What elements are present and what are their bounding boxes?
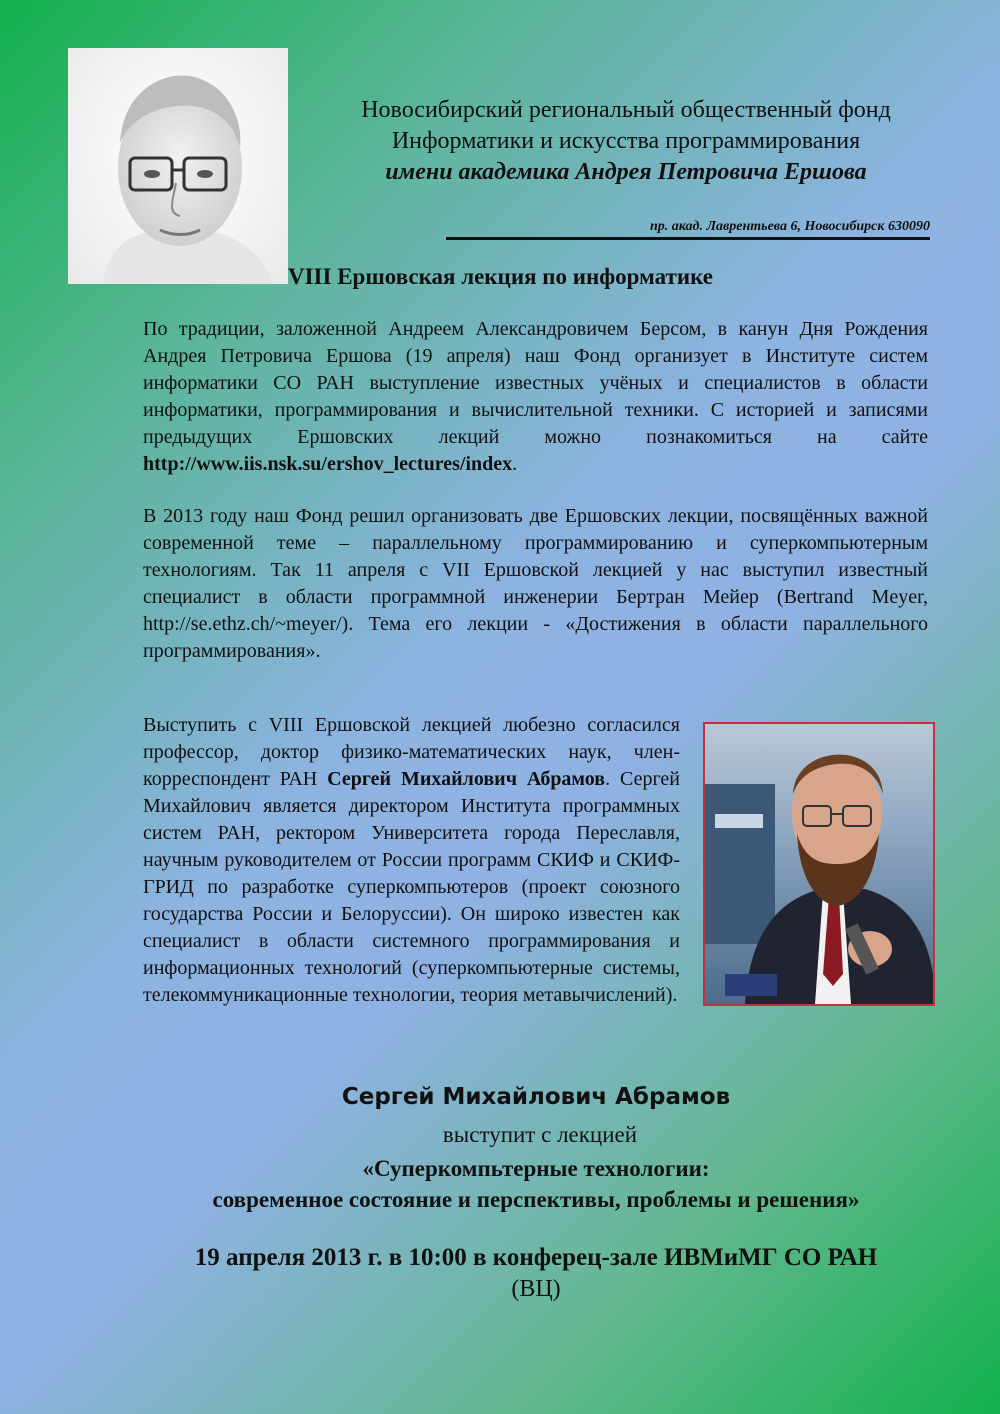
abramov-photo-drawing (705, 724, 933, 1004)
announcement-date-place: 19 апреля 2013 г. в 10:00 в конферец-зале ИВМиМГ СО РАН (194, 1244, 878, 1271)
foundation-address: пр. акад. Лаврентьева 6, Новосибирск 630090 (446, 219, 930, 240)
paragraph-tradition-end: . (512, 453, 518, 475)
ershov-portrait (68, 48, 288, 284)
paragraph-tradition (143, 316, 928, 478)
speaker-bio-rest: . Сергей Михайлович является директором Института программных систем РАН, ректором Университета города Переславля, научным руководителем от России программ СКИФ и СКИФ-ГРИД по разработке суперкомпьютеров (проект союзного государства России и Белоруссии). Он широко известен как специалист в области системного программирования и информационных технологий (суперкомпьютерные системы, телекоммуникационные технологии, теория метавычислений). (143, 768, 681, 1006)
foundation-name-line1: Новосибирский региональный общественный фонд (361, 97, 891, 123)
topic-line2: современное состояние и перспективы, проблемы и решения» (212, 1187, 860, 1212)
announcement-topic (0, 1153, 1000, 1215)
foundation-name-line2: Информатики и искусства программирования (391, 128, 861, 154)
paragraph-tradition-text: По традиции, заложенной Андреем Александровичем Берсом, в канун Дня Рождения Андрея Петровича Ершова (19 апреля) наш Фонд организует в Институте систем информатики СО РАН выступление известных учёных и специалистов в области информатики, программирования и вычислительной техники. С историей и записями предыдущих Ершовских лекций можно познакомиться на сайте (143, 318, 928, 448)
speaker-bio-start: Выступить с VIII Ершовской лекцией любезно согласился профессор, доктор физико-математических наук, член-корреспондент РАН (143, 714, 680, 790)
lectures-site-link[interactable]: http://www.iis.nsk.su/ershov_lectures/index (143, 453, 513, 475)
foundation-header (310, 95, 942, 188)
ershov-portrait-drawing (68, 48, 288, 284)
speaker-bio-name: Сергей Михайлович Абрамов (327, 768, 606, 790)
announcement-building: (ВЦ) (511, 1276, 561, 1302)
abramov-photo (703, 722, 935, 1006)
announcement-speaker: Сергей Михайлович Абрамов (341, 1084, 731, 1110)
topic-line1: «Суперкомпьтерные технологии: (362, 1156, 710, 1181)
announcement-will-give: выступит с лекцией (442, 1122, 638, 1147)
paragraph-2013-lectures: В 2013 году наш Фонд решил организовать две Ершовских лекции, посвящённых важной современной теме – параллельному программированию и суперкомпьютерным технологиям. Так 11 апреля с VII Ершовской лекцией у нас выступил известный специалист в области программной инженерии Бертран Мейер (Bertrand Meyer, http://se.ethz.ch/~meyer/). Тема его лекции - «Достижения в области параллельного программирования». (143, 505, 928, 662)
foundation-name-line3: имени академика Андрея Петровича Ершова (385, 159, 867, 185)
lecture-title: VIII Ершовская лекция по информатике (288, 264, 713, 289)
